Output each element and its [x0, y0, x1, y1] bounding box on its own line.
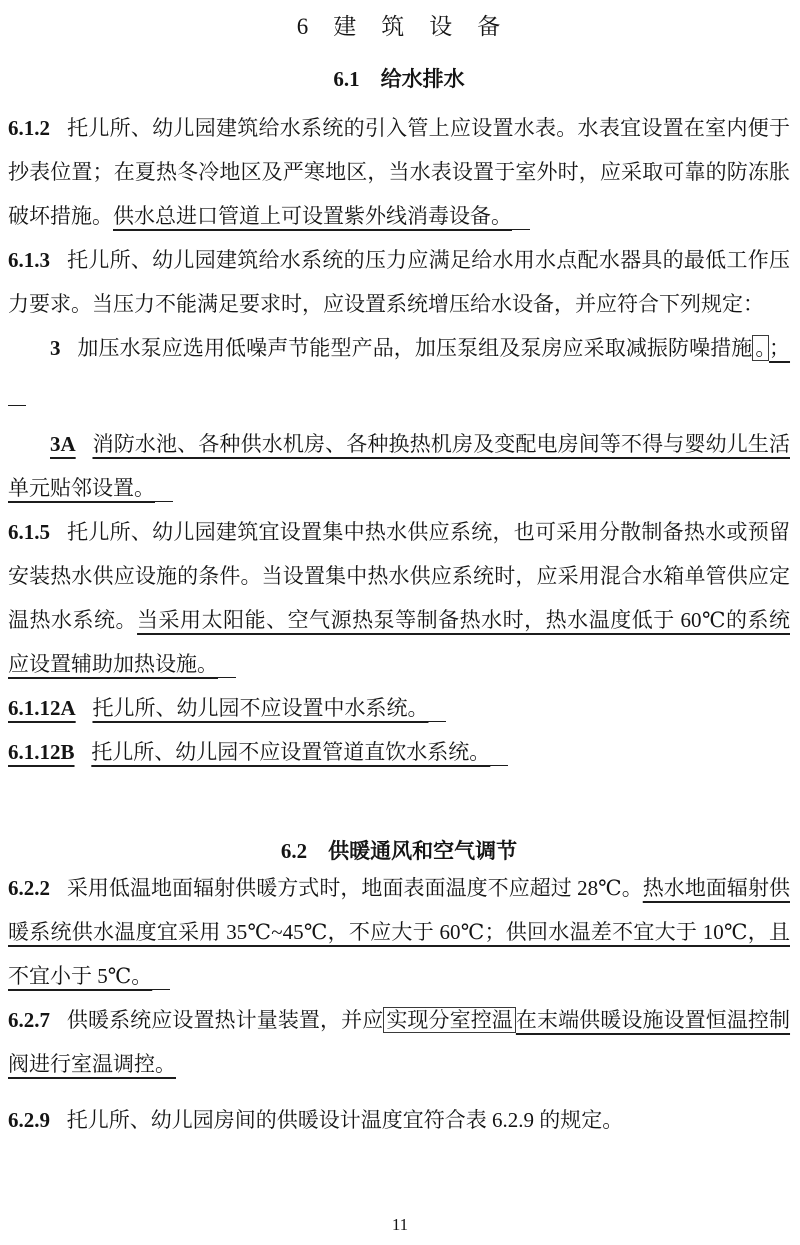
- section-heading-6-2: 6.2 供暖通风和空气调节: [280, 839, 518, 863]
- clause-text: 托儿所、幼儿园建筑给水系统的引入管上应设置水表。水表宜设置在室内便于抄表位置；在夏热冬冷地区及严寒地区，当水表设置于室外时，应采取可靠的防冻胀破坏措施。: [8, 116, 790, 228]
- page-number: 11: [391, 1215, 409, 1234]
- clause-number: 6.1.5: [8, 520, 50, 544]
- inserted-text: 供水总进口管道上可设置紫外线消毒设备。: [113, 204, 530, 228]
- list-item-3A: [8, 422, 790, 510]
- clause-text: 托儿所、幼儿园不应设置中水系统。: [92, 696, 429, 720]
- clause-text: 采用低温地面辐射供暖方式时，地面表面温度不应超过 28℃。: [66, 876, 643, 900]
- deleted-text-box: 实现分室控温: [383, 1007, 516, 1033]
- clause-number: 6.1.2: [8, 116, 50, 140]
- item-text: 加压水泵应选用低噪声节能型产品，加压泵组及泵房应采取减振防噪措施: [77, 336, 753, 360]
- clause-number: 6.2.7: [8, 1008, 50, 1032]
- clause-number: 6.1.12A: [8, 696, 76, 720]
- clause-6-1-12A: [8, 686, 790, 730]
- inserted-clause: [8, 432, 790, 500]
- clause-6-2-9: [8, 1098, 790, 1142]
- item-number: 3A: [50, 432, 76, 456]
- list-item-3: [8, 326, 790, 414]
- inserted-text: 热水地面辐射供暖系统供水温度宜采用 35℃~45℃，不应大于 60℃；供回水温差不宜大于 10℃，且不宜小于 5℃。: [8, 876, 790, 988]
- clause-text: 托儿所、幼儿园不应设置管道直饮水系统。: [91, 740, 491, 764]
- inserted-text: 当采用太阳能、空气源热泵等制备热水时，热水温度低于 60℃的系统应设置辅助加热设施。: [8, 608, 790, 676]
- underline-extension: [155, 476, 173, 500]
- item-number: 3: [50, 336, 61, 360]
- clause-6-1-3: [8, 238, 790, 326]
- clause-6-1-5: [8, 510, 790, 686]
- section-heading-6-1: 6.1 给水排水: [333, 67, 465, 91]
- clause-6-2-2: [8, 866, 790, 998]
- clause-6-2-7: [8, 998, 790, 1086]
- inserted-clause: [8, 696, 428, 720]
- clause-number: 6.2.9: [8, 1108, 50, 1132]
- clause-number: 6.1.12B: [8, 740, 75, 764]
- inserted-text: ；: [8, 336, 790, 404]
- clause-6-1-12B: [8, 730, 790, 774]
- clause-text: 托儿所、幼儿园建筑宜设置集中热水供应系统，也可采用分散制备热水或预留安装热水供应设施的条件。当设置集中热水供应系统时，应采用混合水箱单管供应定温热水系统。: [8, 520, 790, 632]
- underline-extension: [428, 696, 446, 720]
- clause-text: 托儿所、幼儿园建筑给水系统的压力应满足给水用水点配水器具的最低工作压力要求。当压力不能满足要求时，应设置系统增压给水设备，并应符合下列规定：: [8, 248, 790, 316]
- inserted-clause: [8, 740, 490, 764]
- clause-text: 供暖系统应设置热计量装置，并应: [66, 1008, 384, 1032]
- inserted-text: 在末端供暖设施设置恒温控制阀进行室温调控。: [8, 1008, 791, 1076]
- deleted-text-box: 。: [752, 335, 769, 361]
- clause-number: 6.2.2: [8, 876, 50, 900]
- clause-text: 托儿所、幼儿园房间的供暖设计温度宜符合表 6.2.9 的规定。: [66, 1108, 624, 1132]
- clause-number: 6.1.3: [8, 248, 50, 272]
- clause-6-1-2: [8, 106, 790, 238]
- item-text: 消防水池、各种供水机房、各种换热机房及变配电房间等不得与婴幼儿生活单元贴邻设置。: [8, 432, 790, 500]
- underline-extension: [490, 740, 508, 764]
- chapter-title: 6 建 筑 设 备: [296, 14, 502, 39]
